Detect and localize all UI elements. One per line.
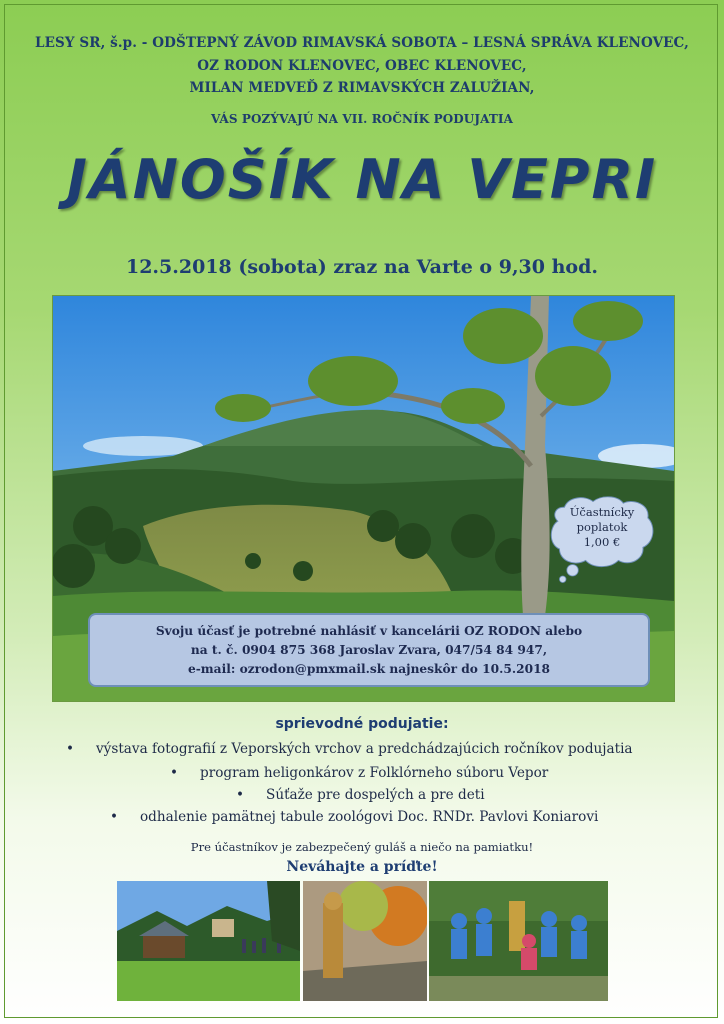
catering-note: Pre účastníkov je zabezpečený guláš a niečo na pamiatku! <box>190 840 534 854</box>
fee-label-1: Účastnícky <box>569 505 635 519</box>
organizers-line-3: MILAN MEDVEĎ Z RIMAVSKÝCH ZALUŽIAN, <box>189 80 535 96</box>
bullet-icon: • <box>110 809 119 825</box>
photo-cabin <box>117 881 300 1001</box>
accompanying-title: sprievodné podujatie: <box>275 716 449 732</box>
call-to-action: Neváhajte a príďte! <box>286 859 438 875</box>
event-title: JÁNOŠÍK NA VEPRI <box>66 148 658 211</box>
bullet-icon: • <box>236 787 245 803</box>
bullet-icon: • <box>170 765 179 781</box>
registration-line-1: Svoju účasť je potrebné nahlásiť v kancelárii OZ RODON alebo <box>155 624 583 638</box>
invitation-line: VÁS POZÝVAJÚ NA VII. ROČNÍK PODUJATIA <box>210 112 514 126</box>
bullet-icon: • <box>66 741 75 757</box>
list-item: • Súťaže pre dospelých a pre deti <box>236 787 485 803</box>
organizers-line-2: OZ RODON KLENOVEC, OBEC KLENOVEC, <box>197 58 527 74</box>
fee-amount: 1,00 € <box>583 535 621 549</box>
list-item: • program heligonkárov z Folklórneho súboru Vepor <box>170 765 549 781</box>
event-date: 12.5.2018 (sobota) zraz na Varte o 9,30 hod. <box>125 256 598 278</box>
fee-bubble-text <box>536 505 668 550</box>
registration-line-3: e-mail: ozrodon@pmxmail.sk najneskôr do 10.5.2018 <box>187 662 551 676</box>
photo-wood-carving <box>303 881 427 1001</box>
organizers-line-1: LESY SR, š.p. - ODŠTEPNÝ ZÁVOD RIMAVSKÁ SOBOTA – LESNÁ SPRÁVA KLENOVEC, <box>35 35 689 51</box>
photo-group <box>429 881 608 1001</box>
list-item: • odhalenie pamätnej tabule zoológovi Doc. RNDr. Pavlovi Koniarovi <box>110 809 599 825</box>
registration-line-2: na t. č. 0904 875 368 Jaroslav Zvara, 047/54 84 947, <box>190 643 548 657</box>
fee-label-2: poplatok <box>576 520 628 534</box>
list-item: • výstava fotografií z Veporských vrchov a predchádzajúcich ročníkov podujatia <box>66 741 633 757</box>
registration-box <box>88 613 650 687</box>
